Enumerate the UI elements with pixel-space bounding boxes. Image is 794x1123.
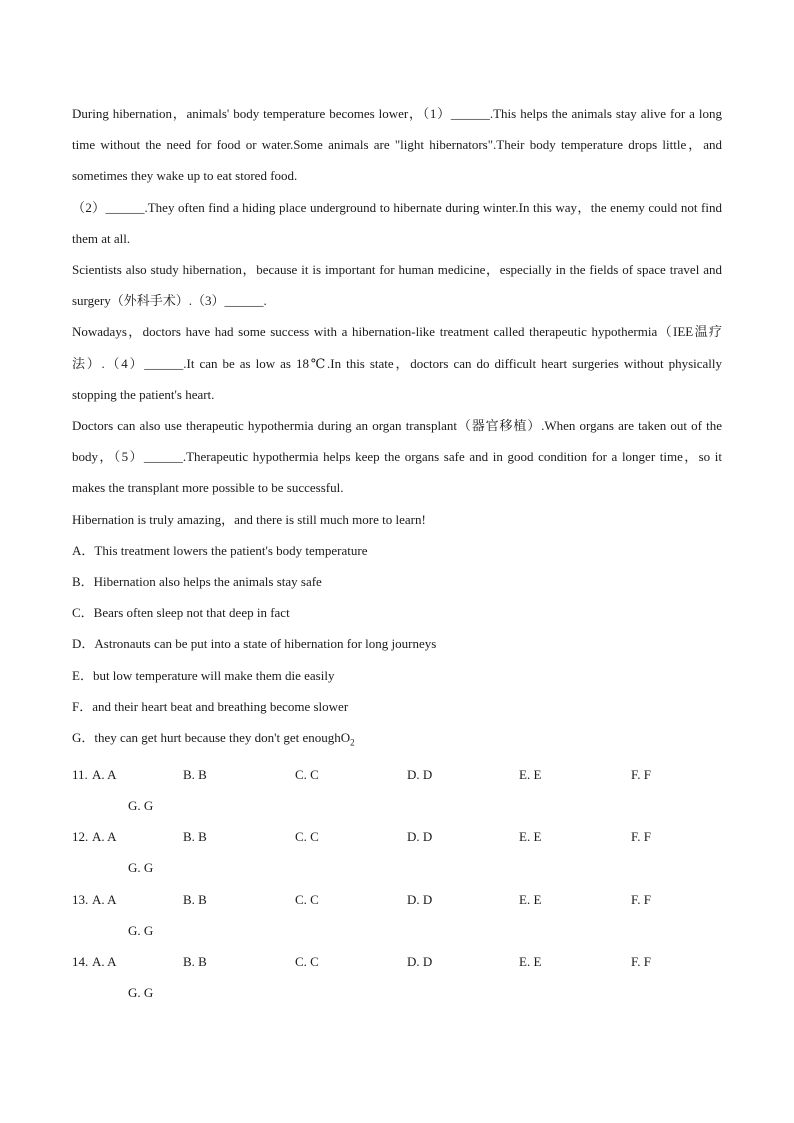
choice-e[interactable]: E. E xyxy=(519,953,542,969)
choice-d[interactable]: D. D xyxy=(407,891,433,907)
choice-a[interactable]: A. A xyxy=(92,891,117,907)
choice-a[interactable]: A. A xyxy=(92,829,117,845)
choice-g[interactable]: G. G xyxy=(128,860,154,876)
choice-b[interactable]: B. B xyxy=(183,829,207,845)
choice-c[interactable]: C. C xyxy=(295,766,319,782)
choice-f[interactable]: F. F xyxy=(631,891,651,907)
option-g-subscript: 2 xyxy=(350,737,355,748)
choice-a[interactable]: A. A xyxy=(92,953,117,969)
choice-b[interactable]: B. B xyxy=(183,766,207,782)
choice-c[interactable]: C. C xyxy=(295,891,319,907)
option-c: C．Bears often sleep not that deep in fact xyxy=(72,605,290,621)
option-d: D．Astronauts can be put into a state of hibernation for long journeys xyxy=(72,636,437,652)
passage-paragraph-2: （2）______.They often find a hiding place underground to hibernate during winter.In this way，the enemy could not find them at all. xyxy=(72,199,722,246)
question-14 xyxy=(72,946,722,1008)
choice-f[interactable]: F. F xyxy=(631,953,651,969)
document-page xyxy=(72,98,722,1008)
choice-b[interactable]: B. B xyxy=(183,953,207,969)
question-number: 12. xyxy=(72,829,89,845)
option-g-text: G．they can get hurt because they don't get enoughO xyxy=(72,730,351,746)
choice-g[interactable]: G. G xyxy=(128,985,154,1001)
option-f: F．and their heart beat and breathing become slower xyxy=(72,698,349,714)
passage-paragraph-1: During hibernation，animals' body temperature becomes lower，（1）______.This helps the animals stay alive for a long time without the need for food or water.Some animals are "light hibernators".Their body temperature drops little，and sometimes they wake up to eat stored food. xyxy=(72,106,723,184)
choice-e[interactable]: E. E xyxy=(519,766,542,782)
choice-b[interactable]: B. B xyxy=(183,891,207,907)
passage-paragraph-6: Hibernation is truly amazing，and there is still much more to learn! xyxy=(72,511,426,527)
choice-g[interactable]: G. G xyxy=(128,798,154,814)
choice-a[interactable]: A. A xyxy=(92,766,117,782)
choice-e[interactable]: E. E xyxy=(519,891,542,907)
option-e: E．but low temperature will make them die easily xyxy=(72,667,335,683)
choice-c[interactable]: C. C xyxy=(295,953,319,969)
question-12 xyxy=(72,821,722,883)
passage-paragraph-5: Doctors can also use therapeutic hypothermia during an organ transplant（器官移植）.When organs are taken out of the body，（5）______.Therapeutic hypothermia helps keep the organs safe and in good condition for a longer time，so it makes the transplant more possible to be successful. xyxy=(72,418,722,496)
choice-f[interactable]: F. F xyxy=(631,766,651,782)
option-a: A．This treatment lowers the patient's body temperature xyxy=(72,542,368,558)
passage-paragraph-3: Scientists also study hibernation，because it is important for human medicine，especially in the fields of space travel and surgery（外科手术）.（3）______. xyxy=(72,262,722,309)
choice-d[interactable]: D. D xyxy=(407,829,433,845)
options-list xyxy=(72,535,722,759)
choice-d[interactable]: D. D xyxy=(407,953,433,969)
question-number: 11. xyxy=(72,766,88,782)
choice-f[interactable]: F. F xyxy=(631,829,651,845)
question-11 xyxy=(72,759,722,821)
choice-g[interactable]: G. G xyxy=(128,922,154,938)
option-b: B．Hibernation also helps the animals stay safe xyxy=(72,574,322,590)
question-number: 13. xyxy=(72,891,89,907)
question-13 xyxy=(72,884,722,946)
choice-c[interactable]: C. C xyxy=(295,829,319,845)
option-g xyxy=(72,722,722,759)
choice-d[interactable]: D. D xyxy=(407,766,433,782)
choice-e[interactable]: E. E xyxy=(519,829,542,845)
passage-paragraph-4: Nowadays，doctors have had some success with a hibernation-like treatment called therapeutic hypothermia（IEE温疗法）.（4）______.It can be as low as 18℃.In this state，doctors can do difficult heart surgeries without physically stopping the patient's heart. xyxy=(72,324,722,402)
question-number: 14. xyxy=(72,953,89,969)
